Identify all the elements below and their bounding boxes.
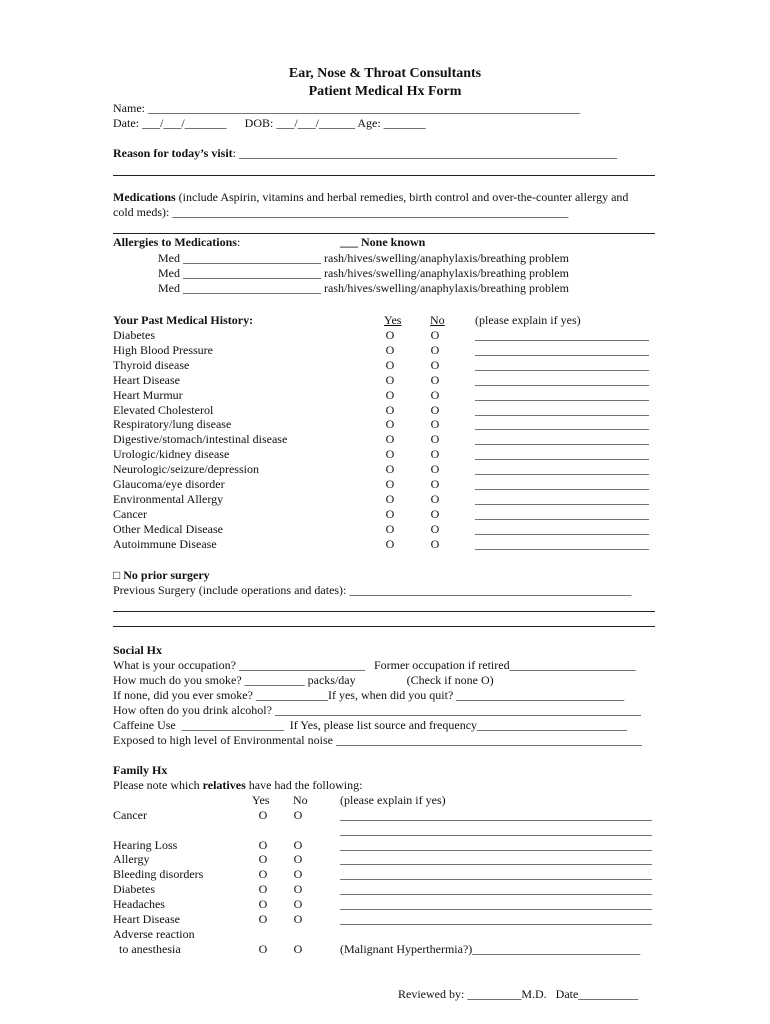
reason-line: : _______________________________________________________________: [232, 146, 618, 160]
adverse-reaction-label: Adverse reaction: [113, 927, 195, 941]
medications-label: Medications: [113, 190, 176, 204]
ever-smoke-field[interactable]: If none, did you ever smoke? ____________If yes, when did you quit? ____________________________: [113, 688, 625, 702]
radio-yes[interactable]: O: [258, 942, 268, 956]
explain-line[interactable]: ____________________________________________________: [340, 823, 652, 837]
explain-line[interactable]: _____________________________: [475, 462, 649, 477]
social-heading: Social Hx: [113, 643, 163, 657]
name-field[interactable]: Name: ________________________________________________________________________: [113, 101, 580, 115]
explain-line[interactable]: _____________________________: [475, 447, 649, 462]
pmh-item-label: Heart Disease: [113, 372, 180, 387]
caffeine-field[interactable]: Caffeine Use _________________ If Yes, please list source and frequency_________________________: [113, 718, 628, 732]
explain-line[interactable]: _____________________________: [475, 342, 649, 357]
family-note-bold: relatives: [202, 778, 246, 792]
radio-yes[interactable]: O: [385, 506, 395, 521]
explain-line[interactable]: ____________________________________________________: [340, 867, 652, 881]
radio-no[interactable]: O: [430, 387, 440, 402]
surgery-extra-line[interactable]: [113, 611, 655, 612]
explain-line[interactable]: _____________________________: [475, 477, 649, 491]
radio-yes[interactable]: O: [258, 808, 268, 822]
family-explain-header: (please explain if yes): [340, 793, 446, 807]
radio-yes[interactable]: O: [258, 882, 268, 896]
date-dob-age-field[interactable]: Date: ___/___/_______ DOB: ___/___/______ Age: _______: [113, 116, 426, 130]
form-subtitle: Patient Medical Hx Form: [308, 84, 462, 99]
explain-line[interactable]: _____________________________: [475, 402, 649, 417]
medications-field[interactable]: [113, 190, 628, 205]
pmh-item-label: Digestive/stomach/intestinal disease: [113, 432, 288, 447]
surgery-extra-line[interactable]: [113, 626, 655, 627]
radio-no[interactable]: O: [293, 808, 303, 822]
radio-yes[interactable]: O: [385, 477, 395, 491]
pmh-yes-header: Yes: [384, 313, 402, 327]
pmh-item-label: Cancer: [113, 506, 147, 521]
radio-yes[interactable]: O: [385, 536, 395, 551]
radio-no[interactable]: O: [430, 462, 440, 477]
explain-line[interactable]: ____________________________________________________: [340, 852, 652, 866]
family-item-label: Headaches: [113, 897, 165, 911]
no-prior-surgery-label: No prior surgery: [120, 568, 210, 582]
explain-line[interactable]: ____________________________________________________: [340, 897, 652, 911]
radio-no[interactable]: O: [293, 912, 303, 926]
radio-yes[interactable]: O: [385, 462, 395, 477]
radio-no[interactable]: O: [430, 536, 440, 551]
checkbox-icon[interactable]: □: [113, 568, 121, 582]
pmh-item-label: Glaucoma/eye disorder: [113, 477, 225, 491]
family-note-post: have had the following:: [245, 778, 363, 792]
pmh-item-label: Autoimmune Disease: [113, 536, 217, 551]
allergy-row[interactable]: Med _______________________ rash/hives/swelling/anaphylaxis/breathing problem: [158, 281, 569, 295]
reviewed-by-field[interactable]: Reviewed by: _________M.D. Date__________: [398, 987, 639, 1001]
reason-field[interactable]: [113, 146, 617, 161]
radio-yes[interactable]: O: [385, 491, 395, 506]
radio-no[interactable]: O: [293, 867, 303, 881]
noise-field[interactable]: Exposed to high level of Environmental noise ___________________________________________________: [113, 733, 642, 747]
radio-no[interactable]: O: [430, 521, 440, 536]
pmh-no-header: No: [430, 313, 445, 327]
radio-yes[interactable]: O: [385, 357, 395, 372]
radio-yes[interactable]: O: [385, 417, 395, 432]
explain-line[interactable]: _____________________________: [475, 357, 649, 372]
allergy-row[interactable]: Med _______________________ rash/hives/swelling/anaphylaxis/breathing problem: [158, 266, 569, 280]
family-item-label: Diabetes: [113, 882, 155, 896]
radio-no[interactable]: O: [293, 838, 303, 852]
no-prior-surgery[interactable]: [113, 568, 210, 583]
explain-line[interactable]: ____________________________________________________: [340, 882, 652, 896]
family-yes-header: Yes: [252, 793, 270, 807]
explain-line[interactable]: _____________________________: [475, 372, 649, 387]
pmh-item-label: Diabetes: [113, 328, 155, 342]
radio-yes[interactable]: O: [385, 521, 395, 536]
radio-no[interactable]: O: [430, 432, 440, 447]
radio-yes[interactable]: O: [385, 342, 395, 357]
radio-no[interactable]: O: [430, 477, 440, 491]
pmh-item-label: Environmental Allergy: [113, 491, 224, 506]
explain-line[interactable]: ____________________________________________________: [340, 838, 652, 852]
radio-no[interactable]: O: [430, 402, 440, 417]
medications-extra-line[interactable]: [113, 233, 655, 234]
alcohol-field[interactable]: How often do you drink alcohol? _____________________________________________________________: [113, 703, 641, 717]
radio-yes[interactable]: O: [258, 838, 268, 852]
pmh-item-label: Heart Murmur: [113, 387, 183, 402]
radio-yes[interactable]: O: [385, 328, 395, 342]
radio-yes[interactable]: O: [258, 852, 268, 866]
family-item-label: Allergy: [113, 852, 150, 866]
family-note-pre: Please note which: [113, 778, 203, 792]
explain-line[interactable]: _____________________________: [475, 432, 649, 447]
radio-yes[interactable]: O: [385, 387, 395, 402]
explain-line[interactable]: ____________________________________________________: [340, 912, 652, 926]
occupation-field[interactable]: What is your occupation? _____________________ Former occupation if retired_____________________: [113, 658, 636, 672]
radio-yes[interactable]: O: [385, 432, 395, 447]
allergies-heading: [113, 235, 240, 250]
radio-no[interactable]: O: [293, 852, 303, 866]
radio-no[interactable]: O: [430, 506, 440, 521]
radio-yes[interactable]: O: [258, 897, 268, 911]
radio-no[interactable]: O: [430, 447, 440, 462]
anesthesia-label: to anesthesia: [113, 942, 181, 956]
allergies-colon: :: [236, 235, 241, 249]
explain-line[interactable]: _____________________________: [475, 328, 649, 342]
previous-surgery-field[interactable]: Previous Surgery (include operations and dates): _______________________________________________: [113, 583, 632, 597]
smoke-field[interactable]: How much do you smoke? __________ packs/day (Check if none O): [113, 673, 494, 687]
radio-no[interactable]: O: [293, 942, 303, 956]
malignant-hyperthermia-field[interactable]: (Malignant Hyperthermia?)____________________________: [340, 942, 641, 956]
family-item-label: Cancer: [113, 808, 147, 822]
family-item-label: Hearing Loss: [113, 838, 178, 852]
radio-no[interactable]: O: [430, 357, 440, 372]
radio-yes[interactable]: O: [385, 447, 395, 462]
family-item-label: Heart Disease: [113, 912, 180, 926]
family-heading: Family Hx: [113, 763, 168, 777]
explain-line[interactable]: _____________________________: [475, 417, 649, 432]
reason-label: Reason for today’s visit: [113, 146, 233, 160]
explain-line[interactable]: _____________________________: [475, 521, 649, 536]
pmh-item-label: Thyroid disease: [113, 357, 190, 372]
family-no-header: No: [293, 793, 308, 807]
pmh-item-label: Urologic/kidney disease: [113, 447, 230, 462]
family-note: [113, 778, 362, 793]
family-item-label: Bleeding disorders: [113, 867, 204, 881]
allergy-row[interactable]: Med _______________________ rash/hives/swelling/anaphylaxis/breathing problem: [158, 251, 569, 265]
explain-line[interactable]: _____________________________: [475, 491, 649, 506]
pmh-explain-header: (please explain if yes): [475, 313, 581, 327]
radio-no[interactable]: O: [430, 328, 440, 342]
pmh-heading: Your Past Medical History:: [113, 313, 254, 327]
medications-line-2[interactable]: cold meds): __________________________________________________________________: [113, 205, 569, 219]
pmh-item-label: Other Medical Disease: [113, 521, 223, 536]
radio-yes[interactable]: O: [258, 867, 268, 881]
explain-line[interactable]: _____________________________: [475, 536, 649, 551]
radio-yes[interactable]: O: [258, 912, 268, 926]
explain-line[interactable]: _____________________________: [475, 387, 649, 402]
radio-yes[interactable]: O: [385, 402, 395, 417]
reason-extra-line[interactable]: [113, 175, 655, 176]
radio-no[interactable]: O: [293, 882, 303, 896]
radio-no[interactable]: O: [430, 491, 440, 506]
explain-line[interactable]: ____________________________________________________: [340, 808, 652, 822]
pmh-item-label: Elevated Cholesterol: [113, 402, 214, 417]
none-known-option[interactable]: ___ None known: [340, 235, 426, 249]
medications-text: (include Aspirin, vitamins and herbal remedies, birth control and over-the-counter allergy and: [175, 190, 629, 204]
form-title: Ear, Nose & Throat Consultants: [288, 66, 482, 81]
explain-line[interactable]: _____________________________: [475, 506, 649, 521]
allergies-label: Allergies to Medications: [113, 235, 237, 249]
pmh-item-label: High Blood Pressure: [113, 342, 213, 357]
radio-no[interactable]: O: [430, 342, 440, 357]
radio-no[interactable]: O: [293, 897, 303, 911]
radio-no[interactable]: O: [430, 417, 440, 432]
pmh-item-label: Respiratory/lung disease: [113, 417, 232, 432]
radio-no[interactable]: O: [430, 372, 440, 387]
radio-yes[interactable]: O: [385, 372, 395, 387]
pmh-item-label: Neurologic/seizure/depression: [113, 462, 259, 477]
